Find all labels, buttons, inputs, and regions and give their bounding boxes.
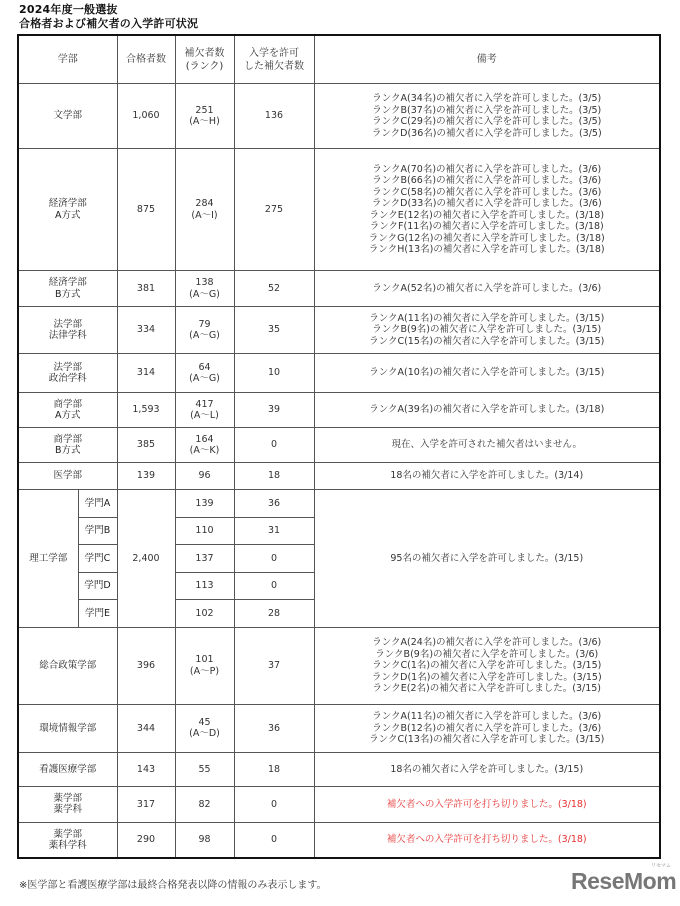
- waitlist-rank: (A～D): [189, 728, 220, 740]
- note-line: ランクD(33名)の補欠者に入学を許可しました。(3/6): [371, 198, 602, 209]
- note-line: 補欠者への入学許可を打ち切りました。(3/18): [386, 834, 587, 846]
- faculty-name: [18, 149, 117, 271]
- faculty-name-line1: 看護医療学部: [39, 763, 97, 775]
- header-passed: 合格者数: [117, 35, 175, 84]
- note-line: 現在、入学を許可された補欠者はいません。: [391, 439, 583, 451]
- resemom-logo: ReseMom: [571, 868, 677, 894]
- waitlist-count: [175, 704, 234, 752]
- faculty-name: [18, 307, 117, 354]
- waitlist-rank: (A～G): [189, 373, 220, 384]
- page-title: [19, 3, 198, 31]
- science-admitted: 28: [234, 600, 314, 628]
- note-cell: [314, 354, 660, 393]
- passed-count: 317: [117, 786, 175, 822]
- note-line: ランクA(52名)の補欠者に入学を許可しました。(3/6): [372, 282, 602, 294]
- header-admitted: 入学を許可 した補欠者数: [234, 35, 314, 84]
- note-line: ランクF(11名)の補欠者に入学を許可しました。(3/18): [369, 221, 604, 232]
- science-admitted: 36: [234, 490, 314, 518]
- faculty-name: [18, 704, 117, 752]
- faculty-name-line2: 薬学科: [53, 804, 82, 816]
- waitlist-rank: (A～G): [189, 330, 220, 341]
- header-note: 備考: [314, 35, 660, 84]
- admitted-count: 18: [234, 463, 314, 490]
- note-line: ランクB(12名)の補欠者に入学を許可しました。(3/6): [372, 722, 602, 734]
- faculty-name-line2: B方式: [54, 288, 81, 300]
- waitlist-number: 64: [198, 361, 211, 373]
- waitlist-number: 55: [198, 763, 211, 775]
- waitlist-count: [175, 271, 234, 307]
- faculty-name: [18, 84, 117, 149]
- passed-count: 334: [117, 307, 175, 354]
- passed-count: 139: [117, 463, 175, 490]
- science-sub-name: 学門A: [78, 490, 117, 518]
- faculty-name: [18, 271, 117, 307]
- note-cell: [314, 704, 660, 752]
- faculty-name: [18, 627, 117, 704]
- note-line: ランクD(1名)の補欠者に入学を許可しました。(3/15): [371, 671, 602, 683]
- footnote: ※医学部と看護医療学部は最終合格発表以降の情報のみ表示します。: [19, 880, 327, 891]
- admitted-count: 18: [234, 752, 314, 786]
- note-cell: [314, 463, 660, 490]
- science-admitted: 0: [234, 545, 314, 573]
- admitted-count: 52: [234, 271, 314, 307]
- science-faculty-name: 理工学部: [18, 490, 78, 628]
- note-line: ランクD(36名)の補欠者に入学を許可しました。(3/5): [371, 127, 602, 139]
- admitted-count: 39: [234, 393, 314, 428]
- note-line: ランクA(39名)の補欠者に入学を許可しました。(3/18): [369, 404, 605, 416]
- waitlist-count: [175, 752, 234, 786]
- admitted-count: 36: [234, 704, 314, 752]
- faculty-name-line1: 法学部: [53, 361, 82, 373]
- admitted-count: 10: [234, 354, 314, 393]
- note-line: ランクC(1名)の補欠者に入学を許可しました。(3/15): [372, 660, 602, 672]
- faculty-name: [18, 786, 117, 822]
- waitlist-count: [175, 354, 234, 393]
- note-line: ランクC(15名)の補欠者に入学を許可しました。(3/15): [369, 335, 605, 347]
- faculty-name-line2: A方式: [55, 410, 81, 421]
- waitlist-number: 82: [198, 798, 211, 810]
- waitlist-count: [175, 84, 234, 149]
- waitlist-rank: (A～K): [189, 445, 220, 456]
- faculty-name-line1: 文学部: [53, 110, 82, 122]
- waitlist-count: [175, 428, 234, 463]
- note-cell: [314, 149, 660, 271]
- faculty-name-line1: 法学部: [53, 318, 82, 330]
- science-waitlist: 137: [175, 545, 234, 573]
- waitlist-number: 417: [195, 398, 214, 410]
- passed-count: 290: [117, 822, 175, 858]
- table-row: [18, 428, 660, 463]
- note-cell: [314, 627, 660, 704]
- faculty-name-line2: B方式: [54, 445, 81, 456]
- waitlist-number: 98: [198, 834, 211, 846]
- passed-count: 143: [117, 752, 175, 786]
- note-line: ランクB(9名)の補欠者に入学を許可しました。(3/15): [372, 324, 602, 336]
- note-cell: [314, 307, 660, 354]
- note-line: ランクE(12名)の補欠者に入学を許可しました。(3/18): [369, 209, 605, 221]
- faculty-name: [18, 354, 117, 393]
- passed-count: 396: [117, 627, 175, 704]
- note-line: ランクA(11名)の補欠者に入学を許可しました。(3/15): [369, 312, 605, 324]
- admitted-count: 136: [234, 84, 314, 149]
- faculty-name-line1: 総合政策学部: [39, 660, 97, 672]
- waitlist-rank: (A～G): [189, 288, 220, 300]
- waitlist-count: [175, 307, 234, 354]
- note-cell: [314, 393, 660, 428]
- note-line: ランクG(12名)の補欠者に入学を許可しました。(3/18): [368, 232, 605, 244]
- passed-count: 385: [117, 428, 175, 463]
- table-row: [18, 752, 660, 786]
- header-waitlist: 補欠者数 (ランク): [175, 35, 234, 84]
- note-cell: [314, 271, 660, 307]
- admitted-count: 0: [234, 822, 314, 858]
- waitlist-count: [175, 463, 234, 490]
- waitlist-number: 101: [195, 654, 214, 666]
- admitted-count: 37: [234, 627, 314, 704]
- waitlist-number: 138: [195, 277, 214, 288]
- science-note: 95名の補欠者に入学を許可しました。(3/15): [314, 490, 660, 628]
- faculty-name-line1: 商学部: [53, 398, 82, 410]
- header-faculty: 学部: [18, 35, 117, 84]
- science-sub-row: [18, 490, 660, 518]
- faculty-name-line2: 政治学科: [48, 373, 87, 384]
- faculty-name: [18, 463, 117, 490]
- science-sub-name: 学門B: [78, 517, 117, 545]
- resemom-logo-sub: リセマム: [651, 863, 671, 869]
- note-line: 補欠者への入学許可を打ち切りました。(3/18): [386, 798, 587, 810]
- science-passed: 2,400: [117, 490, 175, 628]
- waitlist-count: [175, 149, 234, 271]
- waitlist-rank: (A～H): [189, 116, 220, 127]
- admitted-count: 275: [234, 149, 314, 271]
- science-admitted: 31: [234, 517, 314, 545]
- table-row: [18, 149, 660, 271]
- passed-count: 344: [117, 704, 175, 752]
- faculty-name-line1: 環境情報学部: [39, 722, 97, 734]
- waitlist-rank: (A～L): [190, 410, 219, 421]
- note-line: ランクB(37名)の補欠者に入学を許可しました。(3/5): [372, 104, 602, 116]
- faculty-name-line2: 法律学科: [48, 330, 87, 341]
- title-line-1: 2024年度一般選抜: [19, 3, 118, 16]
- waitlist-number: 96: [198, 470, 211, 482]
- waitlist-number: 45: [198, 716, 211, 728]
- faculty-name: [18, 752, 117, 786]
- faculty-name-line1: 薬学部: [53, 792, 82, 804]
- note-line: ランクE(2名)の補欠者に入学を許可しました。(3/15): [372, 683, 602, 695]
- table-header-row: [18, 35, 660, 84]
- table-row: [18, 393, 660, 428]
- waitlist-rank: (A～I): [191, 209, 218, 221]
- note-line: ランクA(10名)の補欠者に入学を許可しました。(3/15): [369, 367, 605, 379]
- passed-count: 875: [117, 149, 175, 271]
- table-row: [18, 627, 660, 704]
- admitted-count: 0: [234, 786, 314, 822]
- waitlist-number: 284: [195, 198, 214, 209]
- table-row: [18, 307, 660, 354]
- science-waitlist: 102: [175, 600, 234, 628]
- note-line: ランクC(13名)の補欠者に入学を許可しました。(3/15): [369, 734, 605, 746]
- note-cell: [314, 822, 660, 858]
- science-waitlist: 139: [175, 490, 234, 518]
- note-line: ランクC(58名)の補欠者に入学を許可しました。(3/6): [372, 186, 602, 198]
- science-waitlist: 113: [175, 572, 234, 600]
- table-row: [18, 786, 660, 822]
- science-sub-name: 学門E: [78, 600, 117, 628]
- admitted-count: 0: [234, 428, 314, 463]
- science-sub-name: 学門C: [78, 545, 117, 573]
- table-row: [18, 271, 660, 307]
- note-cell: [314, 786, 660, 822]
- waitlist-count: [175, 822, 234, 858]
- science-sub-name: 学門D: [78, 572, 117, 600]
- faculty-name: [18, 822, 117, 858]
- faculty-name-line1: 商学部: [53, 433, 82, 445]
- waitlist-count: [175, 393, 234, 428]
- faculty-name-line1: 経済学部: [48, 198, 87, 209]
- note-line: 18名の補欠者に入学を許可しました。(3/14): [390, 470, 584, 482]
- note-line: ランクA(70名)の補欠者に入学を許可しました。(3/6): [372, 163, 602, 175]
- waitlist-number: 164: [195, 433, 214, 445]
- table-row: [18, 463, 660, 490]
- science-admitted: 0: [234, 572, 314, 600]
- note-line: ランクA(34名)の補欠者に入学を許可しました。(3/5): [372, 93, 602, 104]
- note-line: ランクA(24名)の補欠者に入学を許可しました。(3/6): [372, 637, 602, 649]
- faculty-name-line2: 薬科学科: [48, 840, 87, 852]
- science-waitlist: 110: [175, 517, 234, 545]
- waitlist-rank: (A～P): [189, 665, 220, 677]
- passed-count: 1,593: [117, 393, 175, 428]
- faculty-name-line1: 薬学部: [53, 828, 82, 840]
- waitlist-count: [175, 786, 234, 822]
- note-line: ランクC(29名)の補欠者に入学を許可しました。(3/5): [372, 116, 602, 127]
- note-line: ランクB(66名)の補欠者に入学を許可しました。(3/6): [372, 175, 602, 186]
- faculty-name-line1: 医学部: [53, 470, 82, 482]
- faculty-name: [18, 428, 117, 463]
- note-cell: [314, 752, 660, 786]
- passed-count: 381: [117, 271, 175, 307]
- note-line: ランクA(11名)の補欠者に入学を許可しました。(3/6): [372, 711, 602, 723]
- note-cell: [314, 84, 660, 149]
- table-row: [18, 704, 660, 752]
- note-line: ランクH(13名)の補欠者に入学を許可しました。(3/18): [368, 244, 605, 255]
- note-cell: [314, 428, 660, 463]
- table-row: [18, 354, 660, 393]
- admission-status-table: [17, 34, 661, 859]
- faculty-name-line2: A方式: [55, 209, 81, 221]
- waitlist-number: 79: [198, 318, 211, 330]
- faculty-name: [18, 393, 117, 428]
- note-line: 18名の補欠者に入学を許可しました。(3/15): [390, 763, 584, 775]
- faculty-name-line1: 経済学部: [48, 277, 87, 288]
- passed-count: 314: [117, 354, 175, 393]
- waitlist-number: 251: [195, 104, 214, 116]
- title-line-2: 合格者および補欠者の入学許可状況: [19, 17, 199, 30]
- note-line: ランクB(9名)の補欠者に入学を許可しました。(3/6): [375, 648, 599, 660]
- waitlist-count: [175, 627, 234, 704]
- table-row: [18, 822, 660, 858]
- table-row: [18, 84, 660, 149]
- admitted-count: 35: [234, 307, 314, 354]
- passed-count: 1,060: [117, 84, 175, 149]
